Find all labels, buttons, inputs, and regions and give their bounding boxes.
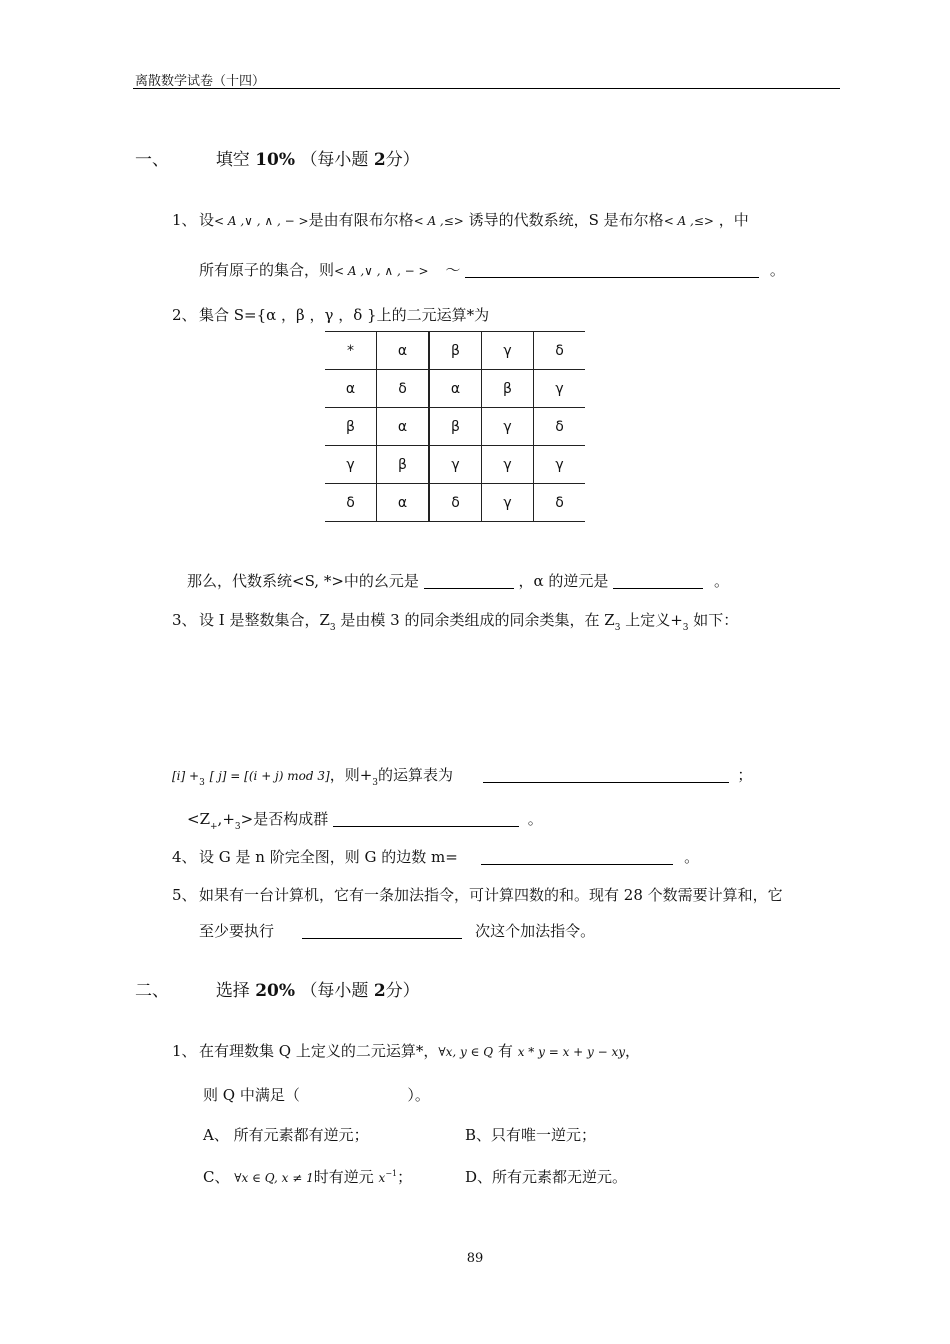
q3-group-end: 。 bbox=[527, 810, 543, 828]
q4-line bbox=[199, 846, 699, 867]
table-cell: δ bbox=[534, 408, 586, 446]
table-cell: α bbox=[429, 370, 482, 408]
q5-line2 bbox=[199, 920, 595, 941]
table-cell: γ bbox=[429, 446, 482, 484]
section1-percent: 10% bbox=[255, 150, 296, 170]
q3-text-c: 上定义+ bbox=[625, 611, 683, 629]
c1-option-c[interactable] bbox=[203, 1166, 412, 1187]
q1-text-b: 是由有限布尔格 bbox=[308, 211, 414, 229]
q1-iso-symbol: ～ bbox=[445, 261, 461, 279]
table-cell: γ bbox=[482, 332, 534, 370]
table-cell: γ bbox=[482, 484, 534, 522]
q2-follow-b: ，α 的逆元是 bbox=[518, 572, 609, 590]
q5-number: 5、 bbox=[172, 886, 197, 904]
header-rule bbox=[133, 88, 840, 89]
table-cell: β bbox=[429, 408, 482, 446]
table-cell: β bbox=[377, 446, 430, 484]
c1-option-d[interactable]: D、所有元素都无逆元。 bbox=[465, 1168, 628, 1186]
c1-line2-text: 则 Q 中满足（ bbox=[203, 1086, 300, 1104]
c1-option-b[interactable]: B、只有唯一逆元； bbox=[465, 1126, 597, 1144]
c1-option-c-sup: −1 bbox=[385, 1169, 398, 1178]
table-cell: γ bbox=[482, 446, 534, 484]
c1-number: 1、 bbox=[172, 1042, 197, 1060]
c1-line2-end: ）。 bbox=[407, 1086, 430, 1104]
table-cell: γ bbox=[534, 446, 586, 484]
q2-number: 2、 bbox=[172, 306, 197, 324]
q3-group-blank[interactable] bbox=[333, 810, 519, 827]
c1-option-a[interactable]: A、 所有元素都有逆元； bbox=[203, 1126, 369, 1144]
q3-group-line bbox=[187, 808, 543, 832]
table-cell: β bbox=[429, 332, 482, 370]
table-cell: α bbox=[325, 370, 377, 408]
c1-option-c-inverse: x bbox=[378, 1171, 386, 1185]
page-number: 89 bbox=[466, 1251, 484, 1266]
q1-text-a: 设 bbox=[199, 211, 215, 229]
q3-sub: 3 bbox=[199, 778, 205, 788]
section2-unit: 分） bbox=[385, 981, 420, 1001]
c1-has: 有 bbox=[497, 1042, 513, 1060]
c1-option-c-label: C、 bbox=[203, 1168, 230, 1186]
c1-comma: ， bbox=[625, 1042, 641, 1060]
q3-sub: 3 bbox=[234, 822, 241, 832]
q1-lattice1: < A ,≤> bbox=[413, 214, 464, 228]
q3-number: 3、 bbox=[172, 611, 197, 629]
q4-text: 设 G 是 n 阶完全图，则 G 的边数 m= bbox=[199, 848, 458, 866]
q1-end: 。 bbox=[769, 261, 785, 279]
table-cell: δ bbox=[534, 484, 586, 522]
table-row bbox=[325, 484, 585, 522]
section2-heading bbox=[135, 976, 420, 1001]
table-row bbox=[325, 370, 585, 408]
c1-text: 在有理数集 Q 上定义的二元运算*， bbox=[199, 1042, 439, 1060]
q5-answer-blank[interactable] bbox=[302, 922, 462, 939]
table-cell: δ bbox=[325, 484, 377, 522]
q3-formula-line bbox=[172, 764, 753, 788]
table-cell: δ bbox=[377, 370, 430, 408]
q1-answer-blank[interactable] bbox=[465, 261, 759, 278]
section2-index: 二、 bbox=[135, 981, 169, 1001]
table-cell: γ bbox=[325, 446, 377, 484]
table-cell: γ bbox=[482, 408, 534, 446]
q3-formula-d: 的运算表为 bbox=[378, 766, 454, 784]
q4-number: 4、 bbox=[172, 848, 197, 866]
c1-option-c-formula: ∀x ∈ Q, x ≠ 1 bbox=[234, 1171, 314, 1185]
q1-line2 bbox=[199, 259, 785, 280]
c1-line2 bbox=[203, 1084, 430, 1105]
q2-follow-end: 。 bbox=[713, 572, 729, 590]
table-cell: β bbox=[482, 370, 534, 408]
q4-end: 。 bbox=[684, 848, 700, 866]
c1-formula2: x * y = x + y − xy bbox=[517, 1045, 626, 1059]
section1-note: （每小题 bbox=[300, 150, 369, 170]
c1-option-c-end: ； bbox=[397, 1168, 413, 1186]
q1-system1: < A ,∨ , ∧ , − > bbox=[214, 214, 309, 228]
section2-note: （每小题 bbox=[300, 981, 369, 1001]
q1-line1 bbox=[199, 209, 749, 230]
q1-number: 1、 bbox=[172, 211, 197, 229]
section2-percent: 20% bbox=[255, 981, 296, 1001]
table-row bbox=[325, 446, 585, 484]
section2-title: 选择 bbox=[215, 981, 250, 1001]
c1-line1 bbox=[199, 1040, 640, 1061]
q1-text-d: ，中 bbox=[718, 211, 749, 229]
q3-text-b: 是由模 3 的同余类组成的同余类集，在 Z bbox=[340, 611, 615, 629]
q1-text-c: 诱导的代数系统，S 是布尔格 bbox=[468, 211, 664, 229]
q3-group-b: ,+ bbox=[217, 810, 235, 828]
q5-line1: 如果有一台计算机，它有一条加法指令，可计算四数的和。现有 28 个数需要计算和，它 bbox=[199, 886, 783, 904]
section2-points: 2 bbox=[373, 981, 386, 1001]
q1-system2: < A ,∨ , ∧ , − > bbox=[334, 264, 429, 278]
section1-index: 一、 bbox=[135, 150, 169, 170]
q2-identity-blank[interactable] bbox=[424, 572, 514, 589]
q1-lattice2: < A ,≤> bbox=[663, 214, 714, 228]
table-cell: δ bbox=[534, 332, 586, 370]
q4-answer-blank[interactable] bbox=[481, 848, 673, 865]
q3-sub: 3 bbox=[614, 623, 621, 633]
q3-sub: 3 bbox=[329, 623, 336, 633]
q3-group-a: <Z bbox=[187, 810, 210, 828]
q3-text-a: 设 I 是整数集合，Z bbox=[199, 611, 330, 629]
table-cell: γ bbox=[534, 370, 586, 408]
q5-text-b: 次这个加法指令。 bbox=[475, 922, 596, 940]
q1-text-line2: 所有原子的集合，则 bbox=[199, 261, 335, 279]
header-title: 离散数学试卷（十四） bbox=[135, 74, 266, 89]
q3-formula-b: [ j] = [(i + j) mod 3] bbox=[209, 769, 330, 783]
q3-group-sub: + bbox=[210, 822, 218, 832]
q2-text: 集合 S={α ，β ，γ ，δ }上的二元运算*为 bbox=[199, 306, 490, 324]
q5-text-a: 至少要执行 bbox=[199, 922, 275, 940]
section1-title: 填空 bbox=[215, 150, 250, 170]
q3-text bbox=[199, 609, 739, 633]
q3-table-blank[interactable] bbox=[483, 766, 729, 783]
section1-unit: 分） bbox=[385, 150, 420, 170]
q2-inverse-blank[interactable] bbox=[613, 572, 703, 589]
table-cell: α bbox=[377, 332, 430, 370]
q3-formula-c: ，则+ bbox=[329, 766, 373, 784]
c1-formula1: ∀x, y ∈ Q bbox=[438, 1045, 494, 1059]
table-row bbox=[325, 408, 585, 446]
c1-option-c-text: 时有逆元 bbox=[313, 1168, 374, 1186]
q3-semicolon: ； bbox=[737, 766, 753, 784]
table-cell: α bbox=[377, 484, 430, 522]
section1-heading bbox=[135, 145, 420, 170]
q3-text-d: 如下： bbox=[693, 611, 739, 629]
q2-follow-a: 那么，代数系统<S, *>中的幺元是 bbox=[187, 572, 419, 590]
q2-follow bbox=[187, 570, 729, 591]
q3-sub: 3 bbox=[682, 623, 689, 633]
table-cell: δ bbox=[429, 484, 482, 522]
q3-group-c: >是否构成群 bbox=[240, 810, 329, 828]
q3-sub: 3 bbox=[372, 778, 379, 788]
table-cell: * bbox=[325, 332, 377, 370]
operation-table bbox=[325, 331, 585, 522]
table-row bbox=[325, 332, 585, 370]
q3-formula-a: [i] + bbox=[172, 769, 200, 783]
table-cell: α bbox=[377, 408, 430, 446]
section1-points: 2 bbox=[373, 150, 386, 170]
table-cell: β bbox=[325, 408, 377, 446]
